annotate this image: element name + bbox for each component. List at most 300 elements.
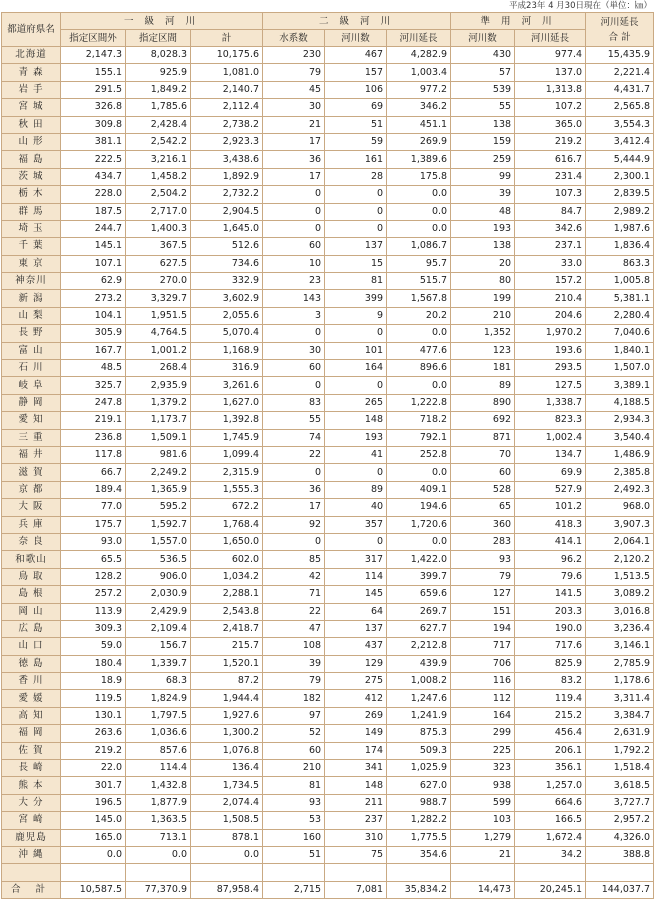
class1-subtotal-cell: 2,543.8	[191, 603, 263, 620]
class2-river-count-cell: 164	[325, 360, 387, 377]
class1-subtotal-cell: 2,315.9	[191, 464, 263, 481]
grand-total-cell: 3,618.5	[586, 777, 654, 794]
quasi-river-count-cell: 103	[451, 812, 515, 829]
table-row	[2, 655, 654, 672]
table-row	[2, 186, 654, 203]
quasi-length-cell: 127.5	[515, 377, 586, 394]
class2-river-count-cell: 137	[325, 238, 387, 255]
quasi-length-cell: 1,672.4	[515, 829, 586, 846]
water-systems-cell: 92	[263, 516, 325, 533]
water-systems-cell: 210	[263, 760, 325, 777]
prefecture-name-cell: 大 分	[2, 794, 61, 811]
prefecture-name-cell: 栃 木	[2, 186, 61, 203]
water-systems-cell: 71	[263, 586, 325, 603]
designated-cell: 1,173.7	[126, 412, 191, 429]
class1-subtotal-cell: 512.6	[191, 238, 263, 255]
designated-cell: 2,109.4	[126, 620, 191, 637]
grand-total-cell: 5,444.9	[586, 151, 654, 168]
prefecture-name-cell: 岡 山	[2, 603, 61, 620]
outside-designated-cell: 48.5	[61, 360, 126, 377]
water-systems-cell: 39	[263, 655, 325, 672]
outside-designated-cell: 18.9	[61, 673, 126, 690]
class1-subtotal-cell: 878.1	[191, 829, 263, 846]
quasi-river-count-cell: 599	[451, 794, 515, 811]
quasi-river-count-cell: 430	[451, 47, 515, 64]
class2-river-count-cell: 0	[325, 533, 387, 550]
quasi-river-count-cell: 1,352	[451, 325, 515, 342]
class2-length-cell: 0.0	[387, 186, 451, 203]
prefecture-name-cell: 鳥 取	[2, 568, 61, 585]
quasi-river-count-cell: 123	[451, 342, 515, 359]
grand-total-cell: 1,840.1	[586, 342, 654, 359]
prefecture-name-cell: 徳 島	[2, 655, 61, 672]
class1-subtotal-cell: 2,055.6	[191, 307, 263, 324]
quasi-length-cell: 206.1	[515, 742, 586, 759]
water-systems-cell: 60	[263, 360, 325, 377]
class2-river-count-cell: 149	[325, 725, 387, 742]
outside-designated-cell: 309.8	[61, 116, 126, 133]
table-row	[2, 499, 654, 516]
table-row	[2, 168, 654, 185]
water-systems-cell: 52	[263, 725, 325, 742]
prefecture-name-cell: 富 山	[2, 342, 61, 359]
class2-length-cell: 2,212.8	[387, 638, 451, 655]
quasi-length-cell: 356.1	[515, 760, 586, 777]
spacer-cell	[387, 864, 451, 881]
subheader-class2-river-count: 河川数	[325, 30, 387, 47]
outside-designated-cell: 196.5	[61, 794, 126, 811]
outside-designated-cell: 104.1	[61, 307, 126, 324]
class1-subtotal-cell: 136.4	[191, 760, 263, 777]
spacer-cell	[126, 864, 191, 881]
class1-subtotal-cell: 1,076.8	[191, 742, 263, 759]
class2-river-count-cell: 157	[325, 64, 387, 81]
quasi-river-count-cell: 80	[451, 273, 515, 290]
designated-cell: 857.6	[126, 742, 191, 759]
class2-length-cell: 451.1	[387, 116, 451, 133]
total-class2-length-cell: 35,834.2	[387, 881, 451, 898]
outside-designated-cell: 155.1	[61, 64, 126, 81]
designated-cell: 3,216.1	[126, 151, 191, 168]
class1-subtotal-cell: 1,892.9	[191, 168, 263, 185]
quasi-length-cell: 69.9	[515, 464, 586, 481]
designated-cell: 1,458.2	[126, 168, 191, 185]
table-row	[2, 151, 654, 168]
class2-river-count-cell: 81	[325, 273, 387, 290]
designated-cell: 156.7	[126, 638, 191, 655]
designated-cell: 1,379.2	[126, 394, 191, 411]
spacer-cell	[263, 864, 325, 881]
class1-subtotal-cell: 1,520.1	[191, 655, 263, 672]
class2-river-count-cell: 0	[325, 220, 387, 237]
class2-river-count-cell: 89	[325, 481, 387, 498]
quasi-length-cell: 293.5	[515, 360, 586, 377]
class2-length-cell: 0.0	[387, 533, 451, 550]
quasi-river-count-cell: 706	[451, 655, 515, 672]
outside-designated-cell: 325.7	[61, 377, 126, 394]
prefecture-name-cell: 京 都	[2, 481, 61, 498]
table-row	[2, 203, 654, 220]
class2-length-cell: 1,025.9	[387, 760, 451, 777]
grand-total-cell: 3,389.1	[586, 377, 654, 394]
quasi-length-cell: 231.4	[515, 168, 586, 185]
water-systems-cell: 21	[263, 116, 325, 133]
table-row	[2, 829, 654, 846]
grand-total-cell: 4,431.7	[586, 81, 654, 98]
prefecture-name-cell: 和歌山	[2, 551, 61, 568]
header-prefecture: 都道府県名	[2, 13, 61, 47]
quasi-length-cell: 83.2	[515, 673, 586, 690]
table-row	[2, 603, 654, 620]
class2-river-count-cell: 399	[325, 290, 387, 307]
designated-cell: 367.5	[126, 238, 191, 255]
class1-subtotal-cell: 1,944.4	[191, 690, 263, 707]
class1-subtotal-cell: 1,392.8	[191, 412, 263, 429]
table-row	[2, 446, 654, 463]
grand-total-cell: 1,518.4	[586, 760, 654, 777]
quasi-river-count-cell: 20	[451, 255, 515, 272]
prefecture-name-cell: 宮 崎	[2, 812, 61, 829]
designated-cell: 0.0	[126, 846, 191, 863]
class2-length-cell: 792.1	[387, 429, 451, 446]
quasi-river-count-cell: 127	[451, 586, 515, 603]
designated-cell: 1,363.5	[126, 812, 191, 829]
quasi-river-count-cell: 60	[451, 464, 515, 481]
quasi-length-cell: 107.2	[515, 99, 586, 116]
class2-length-cell: 4,282.9	[387, 47, 451, 64]
grand-total-cell: 1,486.9	[586, 446, 654, 463]
outside-designated-cell: 309.3	[61, 620, 126, 637]
outside-designated-cell: 145.0	[61, 812, 126, 829]
class1-subtotal-cell: 1,768.4	[191, 516, 263, 533]
water-systems-cell: 0	[263, 220, 325, 237]
outside-designated-cell: 59.0	[61, 638, 126, 655]
table-row	[2, 673, 654, 690]
class2-river-count-cell: 59	[325, 133, 387, 150]
table-row	[2, 481, 654, 498]
prefecture-name-cell: 静 岡	[2, 394, 61, 411]
prefecture-name-cell: 山 梨	[2, 307, 61, 324]
outside-designated-cell: 128.2	[61, 568, 126, 585]
prefecture-name-cell: 茨 城	[2, 168, 61, 185]
table-row	[2, 238, 654, 255]
prefecture-name-cell: 滋 賀	[2, 464, 61, 481]
outside-designated-cell: 236.8	[61, 429, 126, 446]
water-systems-cell: 79	[263, 64, 325, 81]
quasi-length-cell: 977.4	[515, 47, 586, 64]
outside-designated-cell: 247.8	[61, 394, 126, 411]
prefecture-name-cell: 大 阪	[2, 499, 61, 516]
quasi-length-cell: 166.5	[515, 812, 586, 829]
water-systems-cell: 0	[263, 203, 325, 220]
class2-river-count-cell: 40	[325, 499, 387, 516]
class1-subtotal-cell: 1,650.0	[191, 533, 263, 550]
class2-length-cell: 439.9	[387, 655, 451, 672]
table-row	[2, 690, 654, 707]
table-row	[2, 255, 654, 272]
grand-total-cell: 3,146.1	[586, 638, 654, 655]
quasi-river-count-cell: 323	[451, 760, 515, 777]
quasi-river-count-cell: 138	[451, 238, 515, 255]
prefecture-name-cell: 神奈川	[2, 273, 61, 290]
prefecture-name-cell: 埼 玉	[2, 220, 61, 237]
prefecture-name-cell: 三 重	[2, 429, 61, 446]
class2-length-cell: 1,282.2	[387, 812, 451, 829]
water-systems-cell: 23	[263, 273, 325, 290]
designated-cell: 906.0	[126, 568, 191, 585]
outside-designated-cell: 77.0	[61, 499, 126, 516]
outside-designated-cell: 93.0	[61, 533, 126, 550]
class2-river-count-cell: 357	[325, 516, 387, 533]
water-systems-cell: 55	[263, 412, 325, 429]
outside-designated-cell: 130.1	[61, 707, 126, 724]
class1-subtotal-cell: 672.2	[191, 499, 263, 516]
water-systems-cell: 45	[263, 81, 325, 98]
class2-river-count-cell: 129	[325, 655, 387, 672]
quasi-river-count-cell: 692	[451, 412, 515, 429]
class2-length-cell: 477.6	[387, 342, 451, 359]
class1-subtotal-cell: 332.9	[191, 273, 263, 290]
class2-length-cell: 0.0	[387, 464, 451, 481]
water-systems-cell: 81	[263, 777, 325, 794]
outside-designated-cell: 119.5	[61, 690, 126, 707]
class1-subtotal-cell: 0.0	[191, 846, 263, 863]
outside-designated-cell: 113.9	[61, 603, 126, 620]
class2-river-count-cell: 148	[325, 777, 387, 794]
quasi-length-cell: 134.7	[515, 446, 586, 463]
class2-river-count-cell: 15	[325, 255, 387, 272]
table-row	[2, 568, 654, 585]
class1-subtotal-cell: 1,099.4	[191, 446, 263, 463]
class2-river-count-cell: 28	[325, 168, 387, 185]
designated-cell: 1,365.9	[126, 481, 191, 498]
grand-total-cell: 388.8	[586, 846, 654, 863]
class2-length-cell: 1,086.7	[387, 238, 451, 255]
grand-total-cell: 863.3	[586, 255, 654, 272]
quasi-river-count-cell: 181	[451, 360, 515, 377]
table-row	[2, 342, 654, 359]
quasi-length-cell: 107.3	[515, 186, 586, 203]
water-systems-cell: 30	[263, 99, 325, 116]
quasi-river-count-cell: 99	[451, 168, 515, 185]
class2-river-count-cell: 145	[325, 586, 387, 603]
water-systems-cell: 47	[263, 620, 325, 637]
outside-designated-cell: 65.5	[61, 551, 126, 568]
class2-length-cell: 718.2	[387, 412, 451, 429]
class2-length-cell: 1,241.9	[387, 707, 451, 724]
water-systems-cell: 30	[263, 342, 325, 359]
class1-subtotal-cell: 2,732.2	[191, 186, 263, 203]
spacer-row	[2, 864, 654, 881]
class1-subtotal-cell: 2,288.1	[191, 586, 263, 603]
class1-subtotal-cell: 1,034.2	[191, 568, 263, 585]
class2-river-count-cell: 0	[325, 203, 387, 220]
table-row	[2, 464, 654, 481]
quasi-river-count-cell: 259	[451, 151, 515, 168]
grand-total-cell: 3,727.7	[586, 794, 654, 811]
quasi-river-count-cell: 21	[451, 846, 515, 863]
quasi-river-count-cell: 89	[451, 377, 515, 394]
grand-total-cell: 3,384.7	[586, 707, 654, 724]
designated-cell: 1,797.5	[126, 707, 191, 724]
class2-river-count-cell: 211	[325, 794, 387, 811]
outside-designated-cell: 263.6	[61, 725, 126, 742]
class2-length-cell: 0.0	[387, 325, 451, 342]
table-row	[2, 360, 654, 377]
table-row	[2, 516, 654, 533]
table-row	[2, 620, 654, 637]
table-row	[2, 412, 654, 429]
quasi-length-cell: 616.7	[515, 151, 586, 168]
prefecture-name-cell: 福 島	[2, 151, 61, 168]
water-systems-cell: 230	[263, 47, 325, 64]
grand-total-cell: 5,381.1	[586, 290, 654, 307]
outside-designated-cell: 301.7	[61, 777, 126, 794]
water-systems-cell: 36	[263, 481, 325, 498]
designated-cell: 536.5	[126, 551, 191, 568]
designated-cell: 8,028.3	[126, 47, 191, 64]
total-designated-cell: 77,370.9	[126, 881, 191, 898]
quasi-length-cell: 96.2	[515, 551, 586, 568]
class1-subtotal-cell: 1,627.0	[191, 394, 263, 411]
quasi-length-cell: 1,338.7	[515, 394, 586, 411]
grand-total-cell: 1,836.4	[586, 238, 654, 255]
outside-designated-cell: 62.9	[61, 273, 126, 290]
class2-length-cell: 509.3	[387, 742, 451, 759]
quasi-length-cell: 717.6	[515, 638, 586, 655]
quasi-river-count-cell: 193	[451, 220, 515, 237]
designated-cell: 1,849.2	[126, 81, 191, 98]
quasi-length-cell: 204.6	[515, 307, 586, 324]
class2-river-count-cell: 467	[325, 47, 387, 64]
quasi-length-cell: 157.2	[515, 273, 586, 290]
designated-cell: 270.0	[126, 273, 191, 290]
class2-river-count-cell: 0	[325, 186, 387, 203]
subheader-outside-designated: 指定区間外	[61, 30, 126, 47]
class2-river-count-cell: 101	[325, 342, 387, 359]
class1-subtotal-cell: 316.9	[191, 360, 263, 377]
quasi-river-count-cell: 1,279	[451, 829, 515, 846]
class2-river-count-cell: 51	[325, 116, 387, 133]
water-systems-cell: 0	[263, 186, 325, 203]
grand-total-cell: 1,513.5	[586, 568, 654, 585]
class2-length-cell: 269.9	[387, 133, 451, 150]
quasi-river-count-cell: 717	[451, 638, 515, 655]
grand-total-cell: 3,540.4	[586, 429, 654, 446]
class2-length-cell: 20.2	[387, 307, 451, 324]
outside-designated-cell: 244.7	[61, 220, 126, 237]
prefecture-name-cell: 福 岡	[2, 725, 61, 742]
grand-total-cell: 15,435.9	[586, 47, 654, 64]
quasi-river-count-cell: 938	[451, 777, 515, 794]
grand-total-cell: 3,554.3	[586, 116, 654, 133]
designated-cell: 2,935.9	[126, 377, 191, 394]
water-systems-cell: 108	[263, 638, 325, 655]
prefecture-name-cell: 佐 賀	[2, 742, 61, 759]
designated-cell: 2,504.2	[126, 186, 191, 203]
class2-river-count-cell: 114	[325, 568, 387, 585]
class1-subtotal-cell: 3,438.6	[191, 151, 263, 168]
water-systems-cell: 93	[263, 794, 325, 811]
quasi-length-cell: 414.1	[515, 533, 586, 550]
class2-length-cell: 252.8	[387, 446, 451, 463]
quasi-length-cell: 210.4	[515, 290, 586, 307]
designated-cell: 1,785.6	[126, 99, 191, 116]
total-prefecture-name-cell: 合 計	[2, 881, 61, 898]
designated-cell: 1,557.0	[126, 533, 191, 550]
outside-designated-cell: 165.0	[61, 829, 126, 846]
spacer-cell	[586, 864, 654, 881]
quasi-river-count-cell: 539	[451, 81, 515, 98]
water-systems-cell: 0	[263, 377, 325, 394]
outside-designated-cell: 187.5	[61, 203, 126, 220]
quasi-river-count-cell: 210	[451, 307, 515, 324]
total-quasi-length-cell: 20,245.1	[515, 881, 586, 898]
outside-designated-cell: 219.1	[61, 412, 126, 429]
grand-total-cell: 1,507.0	[586, 360, 654, 377]
grand-total-cell: 3,907.3	[586, 516, 654, 533]
prefecture-name-cell: 山 形	[2, 133, 61, 150]
table-row	[2, 551, 654, 568]
quasi-length-cell: 456.4	[515, 725, 586, 742]
quasi-river-count-cell: 48	[451, 203, 515, 220]
grand-total-cell: 2,064.1	[586, 533, 654, 550]
outside-designated-cell: 175.7	[61, 516, 126, 533]
outside-designated-cell: 273.2	[61, 290, 126, 307]
table-row	[2, 760, 654, 777]
class2-length-cell: 0.0	[387, 377, 451, 394]
grand-total-cell: 2,300.1	[586, 168, 654, 185]
quasi-length-cell: 342.6	[515, 220, 586, 237]
class2-river-count-cell: 237	[325, 812, 387, 829]
table-row	[2, 290, 654, 307]
class2-river-count-cell: 0	[325, 325, 387, 342]
grand-total-cell: 1,792.2	[586, 742, 654, 759]
quasi-length-cell: 1,257.0	[515, 777, 586, 794]
designated-cell: 1,509.1	[126, 429, 191, 446]
water-systems-cell: 74	[263, 429, 325, 446]
total-quasi-river-count-cell: 14,473	[451, 881, 515, 898]
water-systems-cell: 79	[263, 673, 325, 690]
water-systems-cell: 22	[263, 446, 325, 463]
class1-subtotal-cell: 1,555.3	[191, 481, 263, 498]
river-length-table	[1, 12, 654, 899]
class2-length-cell: 194.6	[387, 499, 451, 516]
designated-cell: 2,429.9	[126, 603, 191, 620]
table-row	[2, 64, 654, 81]
prefecture-name-cell: 沖 縄	[2, 846, 61, 863]
table-row	[2, 429, 654, 446]
header-class2-rivers: 二 級 河 川	[263, 13, 451, 30]
class2-river-count-cell: 341	[325, 760, 387, 777]
prefecture-name-cell: 熊 本	[2, 777, 61, 794]
class2-length-cell: 1,008.2	[387, 673, 451, 690]
outside-designated-cell: 0.0	[61, 846, 126, 863]
outside-designated-cell: 326.8	[61, 99, 126, 116]
outside-designated-cell: 219.2	[61, 742, 126, 759]
designated-cell: 713.1	[126, 829, 191, 846]
designated-cell: 2,542.2	[126, 133, 191, 150]
quasi-river-count-cell: 65	[451, 499, 515, 516]
designated-cell: 68.3	[126, 673, 191, 690]
designated-cell: 1,592.7	[126, 516, 191, 533]
subheader-water-systems: 水系数	[263, 30, 325, 47]
class2-length-cell: 269.7	[387, 603, 451, 620]
prefecture-name-cell: 鹿児島	[2, 829, 61, 846]
subheader-quasi-river-count: 河川数	[451, 30, 515, 47]
class2-length-cell: 1,567.8	[387, 290, 451, 307]
class1-subtotal-cell: 2,418.7	[191, 620, 263, 637]
